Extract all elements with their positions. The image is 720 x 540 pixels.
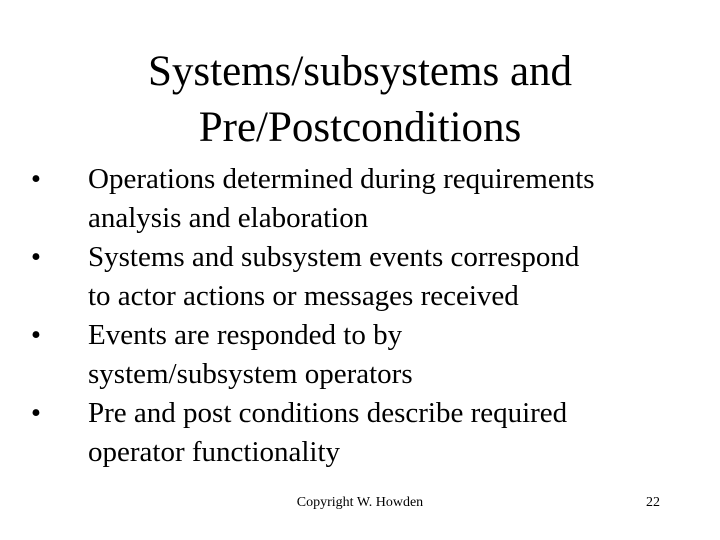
bullet-text-line: system/subsystem operators bbox=[88, 358, 413, 390]
bullet-item-operations bbox=[26, 160, 696, 238]
slide-title-line-2: Pre/Postconditions bbox=[198, 104, 522, 151]
slide-title-line-1: Systems/subsystems and bbox=[147, 48, 573, 95]
bullet-icon: • bbox=[30, 397, 42, 429]
bullet-text-line: Events are responded to by bbox=[88, 319, 403, 351]
bullet-item-pre-post-conditions bbox=[26, 394, 696, 472]
bullet-text-line: to actor actions or messages received bbox=[88, 280, 519, 312]
bullet-text-line: Operations determined during requirements bbox=[88, 163, 595, 195]
slide-title bbox=[0, 44, 720, 156]
bullet-text-line: Pre and post conditions describe required bbox=[88, 397, 568, 429]
page-number: 22 bbox=[646, 495, 660, 510]
bullet-item-events-correspond bbox=[26, 238, 696, 316]
bullet-text-line: operator functionality bbox=[88, 436, 341, 468]
bullet-list bbox=[26, 160, 696, 472]
bullet-icon: • bbox=[30, 163, 42, 195]
bullet-item-events-responded bbox=[26, 316, 696, 394]
bullet-text-line: Systems and subsystem events correspond bbox=[88, 241, 580, 273]
bullet-text-line: analysis and elaboration bbox=[88, 202, 369, 234]
bullet-icon: • bbox=[30, 319, 42, 351]
bullet-icon: • bbox=[30, 241, 42, 273]
slide-footer bbox=[0, 495, 720, 515]
copyright-text: Copyright W. Howden bbox=[296, 495, 424, 510]
